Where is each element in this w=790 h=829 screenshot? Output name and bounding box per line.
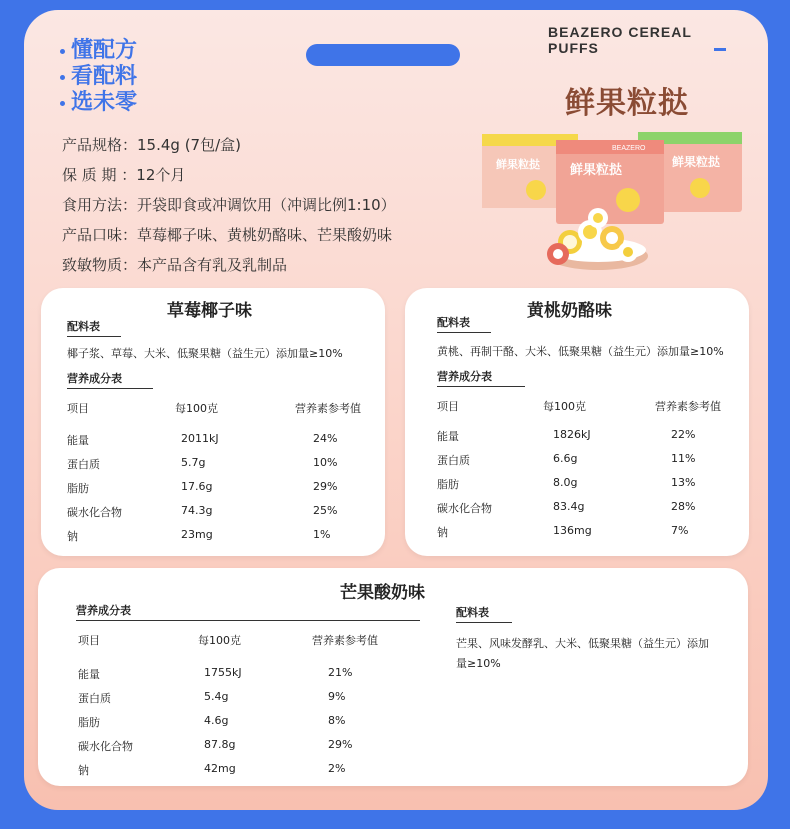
- brand-name: BEAZERO CEREAL PUFFS: [548, 24, 692, 56]
- ingredients-text: 黄桃、再制干酪、大米、低聚果糖（益生元）添加量≥10%: [437, 345, 724, 358]
- nutrient-name: 钠: [67, 530, 78, 543]
- slogan-text: 选未零: [71, 90, 138, 115]
- nutrient-amount: 74.3g: [181, 504, 213, 517]
- nutrient-name: 碳水化合物: [78, 740, 133, 753]
- nutrient-name: 碳水化合物: [67, 506, 122, 519]
- nutrient-nrv: 11%: [671, 452, 696, 465]
- nutrient-nrv: 29%: [328, 738, 353, 751]
- nutrient-nrv: 9%: [328, 690, 346, 703]
- nutrient-nrv: 21%: [328, 666, 353, 679]
- nutrient-nrv: 24%: [313, 432, 338, 445]
- nutrient-nrv: 7%: [671, 524, 689, 537]
- nutrient-amount: 8.0g: [553, 476, 578, 489]
- nutrition-label: 营养成分表: [76, 604, 131, 617]
- nutrient-nrv: 25%: [313, 504, 338, 517]
- header-nrv: 营养素参考值: [655, 400, 721, 413]
- nutrient-name: 脂肪: [67, 482, 89, 495]
- card-mango-yogurt: [38, 568, 748, 786]
- divider: [67, 336, 121, 337]
- nutrient-amount: 1755kJ: [204, 666, 242, 679]
- product-boxes-image: [478, 128, 748, 288]
- nutrition-label: 营养成分表: [437, 370, 492, 383]
- slogan-list: [60, 38, 137, 116]
- nutrient-nrv: 29%: [313, 480, 338, 493]
- spec-usage: 食用方法：开袋即食或冲调饮用（冲调比例1:10）: [62, 196, 396, 214]
- nutrient-name: 碳水化合物: [437, 502, 492, 515]
- nutrient-amount: 17.6g: [181, 480, 213, 493]
- spec-flavors: 产品口味：草莓椰子味、黄桃奶酪味、芒果酸奶味: [62, 226, 393, 244]
- ingredients-label: 配料表: [456, 606, 489, 619]
- ingredients-text-line2: 量≥10%: [456, 657, 501, 670]
- nutrient-nrv: 13%: [671, 476, 696, 489]
- nutrient-amount: 87.8g: [204, 738, 236, 751]
- slogan-text: 看配料: [71, 64, 138, 89]
- card-title: 黄桃奶酪味: [527, 301, 612, 321]
- nutrient-nrv: 22%: [671, 428, 696, 441]
- product-title: 鲜果粒挞: [565, 86, 689, 121]
- ingredients-label: 配料表: [67, 320, 100, 333]
- spec-allergens: 致敏物质：本产品含有乳及乳制品: [62, 256, 288, 274]
- slogan-item: [60, 64, 137, 90]
- divider: [437, 332, 491, 333]
- nutrient-nrv: 10%: [313, 456, 338, 469]
- spec-size: 产品规格：15.4g (7包/盒): [62, 136, 241, 154]
- nutrient-name: 蛋白质: [78, 692, 111, 705]
- card-strawberry-coconut: [41, 288, 385, 556]
- divider: [437, 386, 525, 387]
- card-peach-cheese: [405, 288, 749, 556]
- header-item: 项目: [437, 400, 459, 413]
- ingredients-text-line1: 芒果、风味发酵乳、大米、低聚果糖（益生元）添加: [456, 637, 709, 650]
- pink-box-icon: [556, 140, 664, 224]
- nutrient-amount: 6.6g: [553, 452, 578, 465]
- nutrient-amount: 4.6g: [204, 714, 229, 727]
- box-brand: BEAZERO: [612, 145, 646, 152]
- header-item: 项目: [67, 402, 89, 415]
- nutrient-nrv: 1%: [313, 528, 331, 541]
- nutrient-name: 能量: [67, 434, 89, 447]
- divider: [67, 388, 153, 389]
- nutrient-name: 蛋白质: [437, 454, 470, 467]
- slogan-item: [60, 90, 137, 116]
- nutrient-amount: 5.7g: [181, 456, 206, 469]
- nutrient-amount: 136mg: [553, 524, 592, 537]
- header-nrv: 营养素参考值: [312, 634, 378, 647]
- header-per100g: 每100克: [543, 400, 586, 413]
- nutrient-name: 钠: [437, 526, 448, 539]
- nutrient-name: 蛋白质: [67, 458, 100, 471]
- brand-underline: [714, 48, 726, 51]
- ingredients-text: 椰子浆、草莓、大米、低聚果糖（益生元）添加量≥10%: [67, 347, 343, 360]
- bullet-icon: [60, 49, 65, 54]
- box-label-left: 鲜果粒挞: [496, 158, 540, 171]
- header-nrv: 营养素参考值: [295, 402, 361, 415]
- box-label-front: 鲜果粒挞: [570, 163, 623, 178]
- nutrient-amount: 42mg: [204, 762, 236, 775]
- ingredients-label: 配料表: [437, 316, 470, 329]
- nutrient-name: 能量: [78, 668, 100, 681]
- nutrient-name: 脂肪: [437, 478, 459, 491]
- decorative-pill: [306, 44, 460, 66]
- slogan-item: [60, 38, 137, 64]
- nutrient-amount: 1826kJ: [553, 428, 591, 441]
- nutrient-amount: 2011kJ: [181, 432, 219, 445]
- nutrient-name: 脂肪: [78, 716, 100, 729]
- nutrition-label: 营养成分表: [67, 372, 122, 385]
- header-per100g: 每100克: [198, 634, 241, 647]
- spec-shelf-life: 保 质 期 ：12个月: [62, 166, 186, 184]
- nutrient-nrv: 2%: [328, 762, 346, 775]
- header-per100g: 每100克: [175, 402, 218, 415]
- nutrient-amount: 5.4g: [204, 690, 229, 703]
- divider: [76, 620, 420, 621]
- box-label-right: 鲜果粒挞: [672, 155, 721, 169]
- divider: [456, 622, 512, 623]
- nutrient-nrv: 8%: [328, 714, 346, 727]
- card-title: 芒果酸奶味: [340, 583, 425, 603]
- header-item: 项目: [78, 634, 100, 647]
- nutrient-amount: 83.4g: [553, 500, 585, 513]
- bullet-icon: [60, 75, 65, 80]
- nutrient-amount: 23mg: [181, 528, 213, 541]
- nutrient-nrv: 28%: [671, 500, 696, 513]
- spec-list: [62, 130, 396, 280]
- bullet-icon: [60, 101, 65, 106]
- nutrient-name: 钠: [78, 764, 89, 777]
- nutrient-name: 能量: [437, 430, 459, 443]
- card-title: 草莓椰子味: [167, 301, 252, 321]
- slogan-text: 懂配方: [71, 38, 138, 63]
